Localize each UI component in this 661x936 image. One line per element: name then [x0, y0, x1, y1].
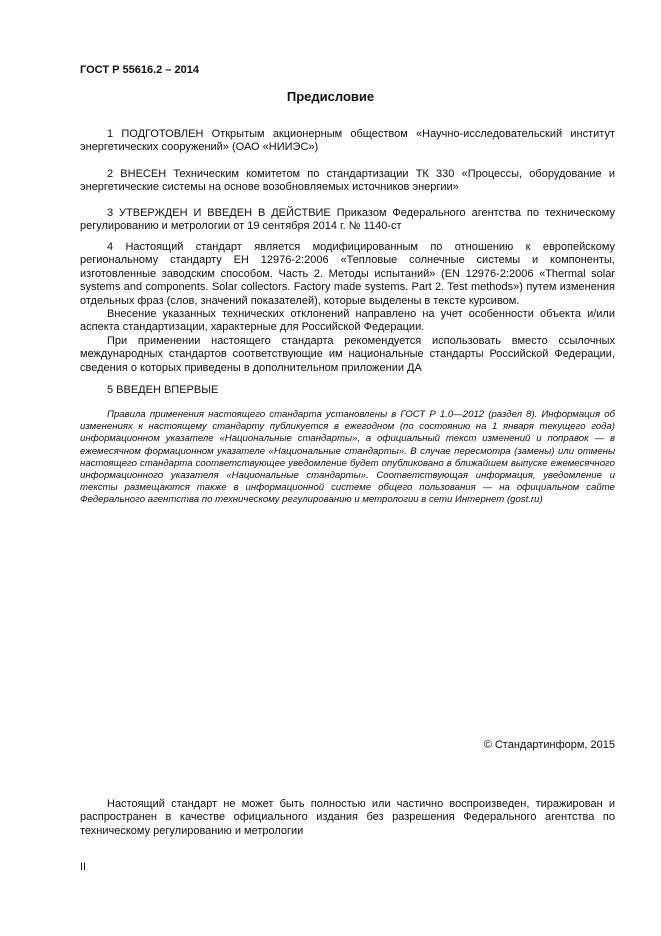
paragraph-references: При применении настоящего стандарта рекомендуется использовать вместо ссылочных международных стандартов соответствующие им национальные стандарты Российской Федерации, сведения о которых приведены в дополнительном приложении ДА — [80, 334, 615, 374]
page-title: Предисловие — [286, 89, 375, 104]
copyright: © Стандартинформ, 2015 — [483, 739, 615, 751]
page-number: II — [80, 861, 87, 873]
paragraph-approved: 3 УТВЕРЖДЕН И ВВЕДЕН В ДЕЙСТВИЕ Приказом Федерального агентства по техническому регулированию и метрологии от 19 сентября 2014 г. № 1140-ст — [80, 207, 615, 233]
paragraph-modified-standard: 4 Настоящий стандарт является модифицированным по отношению к европейскому региональному стандарту ЕН 12976-2:2006 «Тепловые солнечные системы и компоненты, изготовленные заводским способом. Часть 2. Методы испытаний» (EN 12976-2:2006 «Thermal solar systems and components. Solar collectors. Factory made systems. Part 2. Test methods») путем изменения отдельных фраз (слов, значений показателей), которые выделены в тексте курсивом. — [80, 241, 615, 307]
application-rules-note: Правила применения настоящего стандарта установлены в ГОСТ Р 1.0—2012 (раздел 8). Информация об изменениях к настоящему стандарту публикуется в ежегодном (по состоянию на 1 января текущего года) информационном указателе «Национальные стандарты», а официальный текст изменений и поправок — в ежемесячном формационном указателе «Национальные стандарты». В случае пересмотра (замены) или отмены настоящего стандарта соответствующее уведомление будет опубликовано в ближайшем выпуске ежемесячного информационного указателя «Национальные стандарты». Соответствующая информация, уведомление и тексты размещаются также в информационной системе общего пользования — на официальном сайте Федерального агентства по техническому регулированию и метрологии в сети Интернет (gost.ru) — [80, 409, 615, 506]
foreword-item-4 — [80, 241, 615, 375]
standard-code: ГОСТ Р 55616.2 – 2014 — [80, 64, 199, 76]
foreword-item-1 — [80, 128, 615, 155]
foreword-item-5 — [80, 384, 615, 397]
foreword-item-2 — [80, 168, 615, 195]
foreword-item-3 — [80, 207, 615, 234]
paragraph-submitted-by: 2 ВНЕСЕН Техническим комитетом по стандартизации ТК 330 «Процессы, оборудование и энергетические системы на основе возобновляемых источников энергии» — [80, 168, 615, 194]
paragraph-introduced: 5 ВВЕДЕН ВПЕРВЫЕ — [107, 384, 219, 396]
paragraph-deviations: Внесение указанных технических отклонений направлено на учет особенности объекта и/или аспекта стандартизации, характерные для Российской Федерации. — [80, 308, 615, 334]
reproduction-notice: Настоящий стандарт не может быть полностью или частично воспроизведен, тиражирован и распространен в качестве официального издания без разрешения Федерального агентства по техническому регулированию и метрологии — [80, 798, 615, 837]
paragraph-prepared-by: 1 ПОДГОТОВЛЕН Открытым акционерным обществом «Научно-исследовательский институт энергетических сооружений» (ОАО «НИИЭС») — [80, 128, 615, 154]
